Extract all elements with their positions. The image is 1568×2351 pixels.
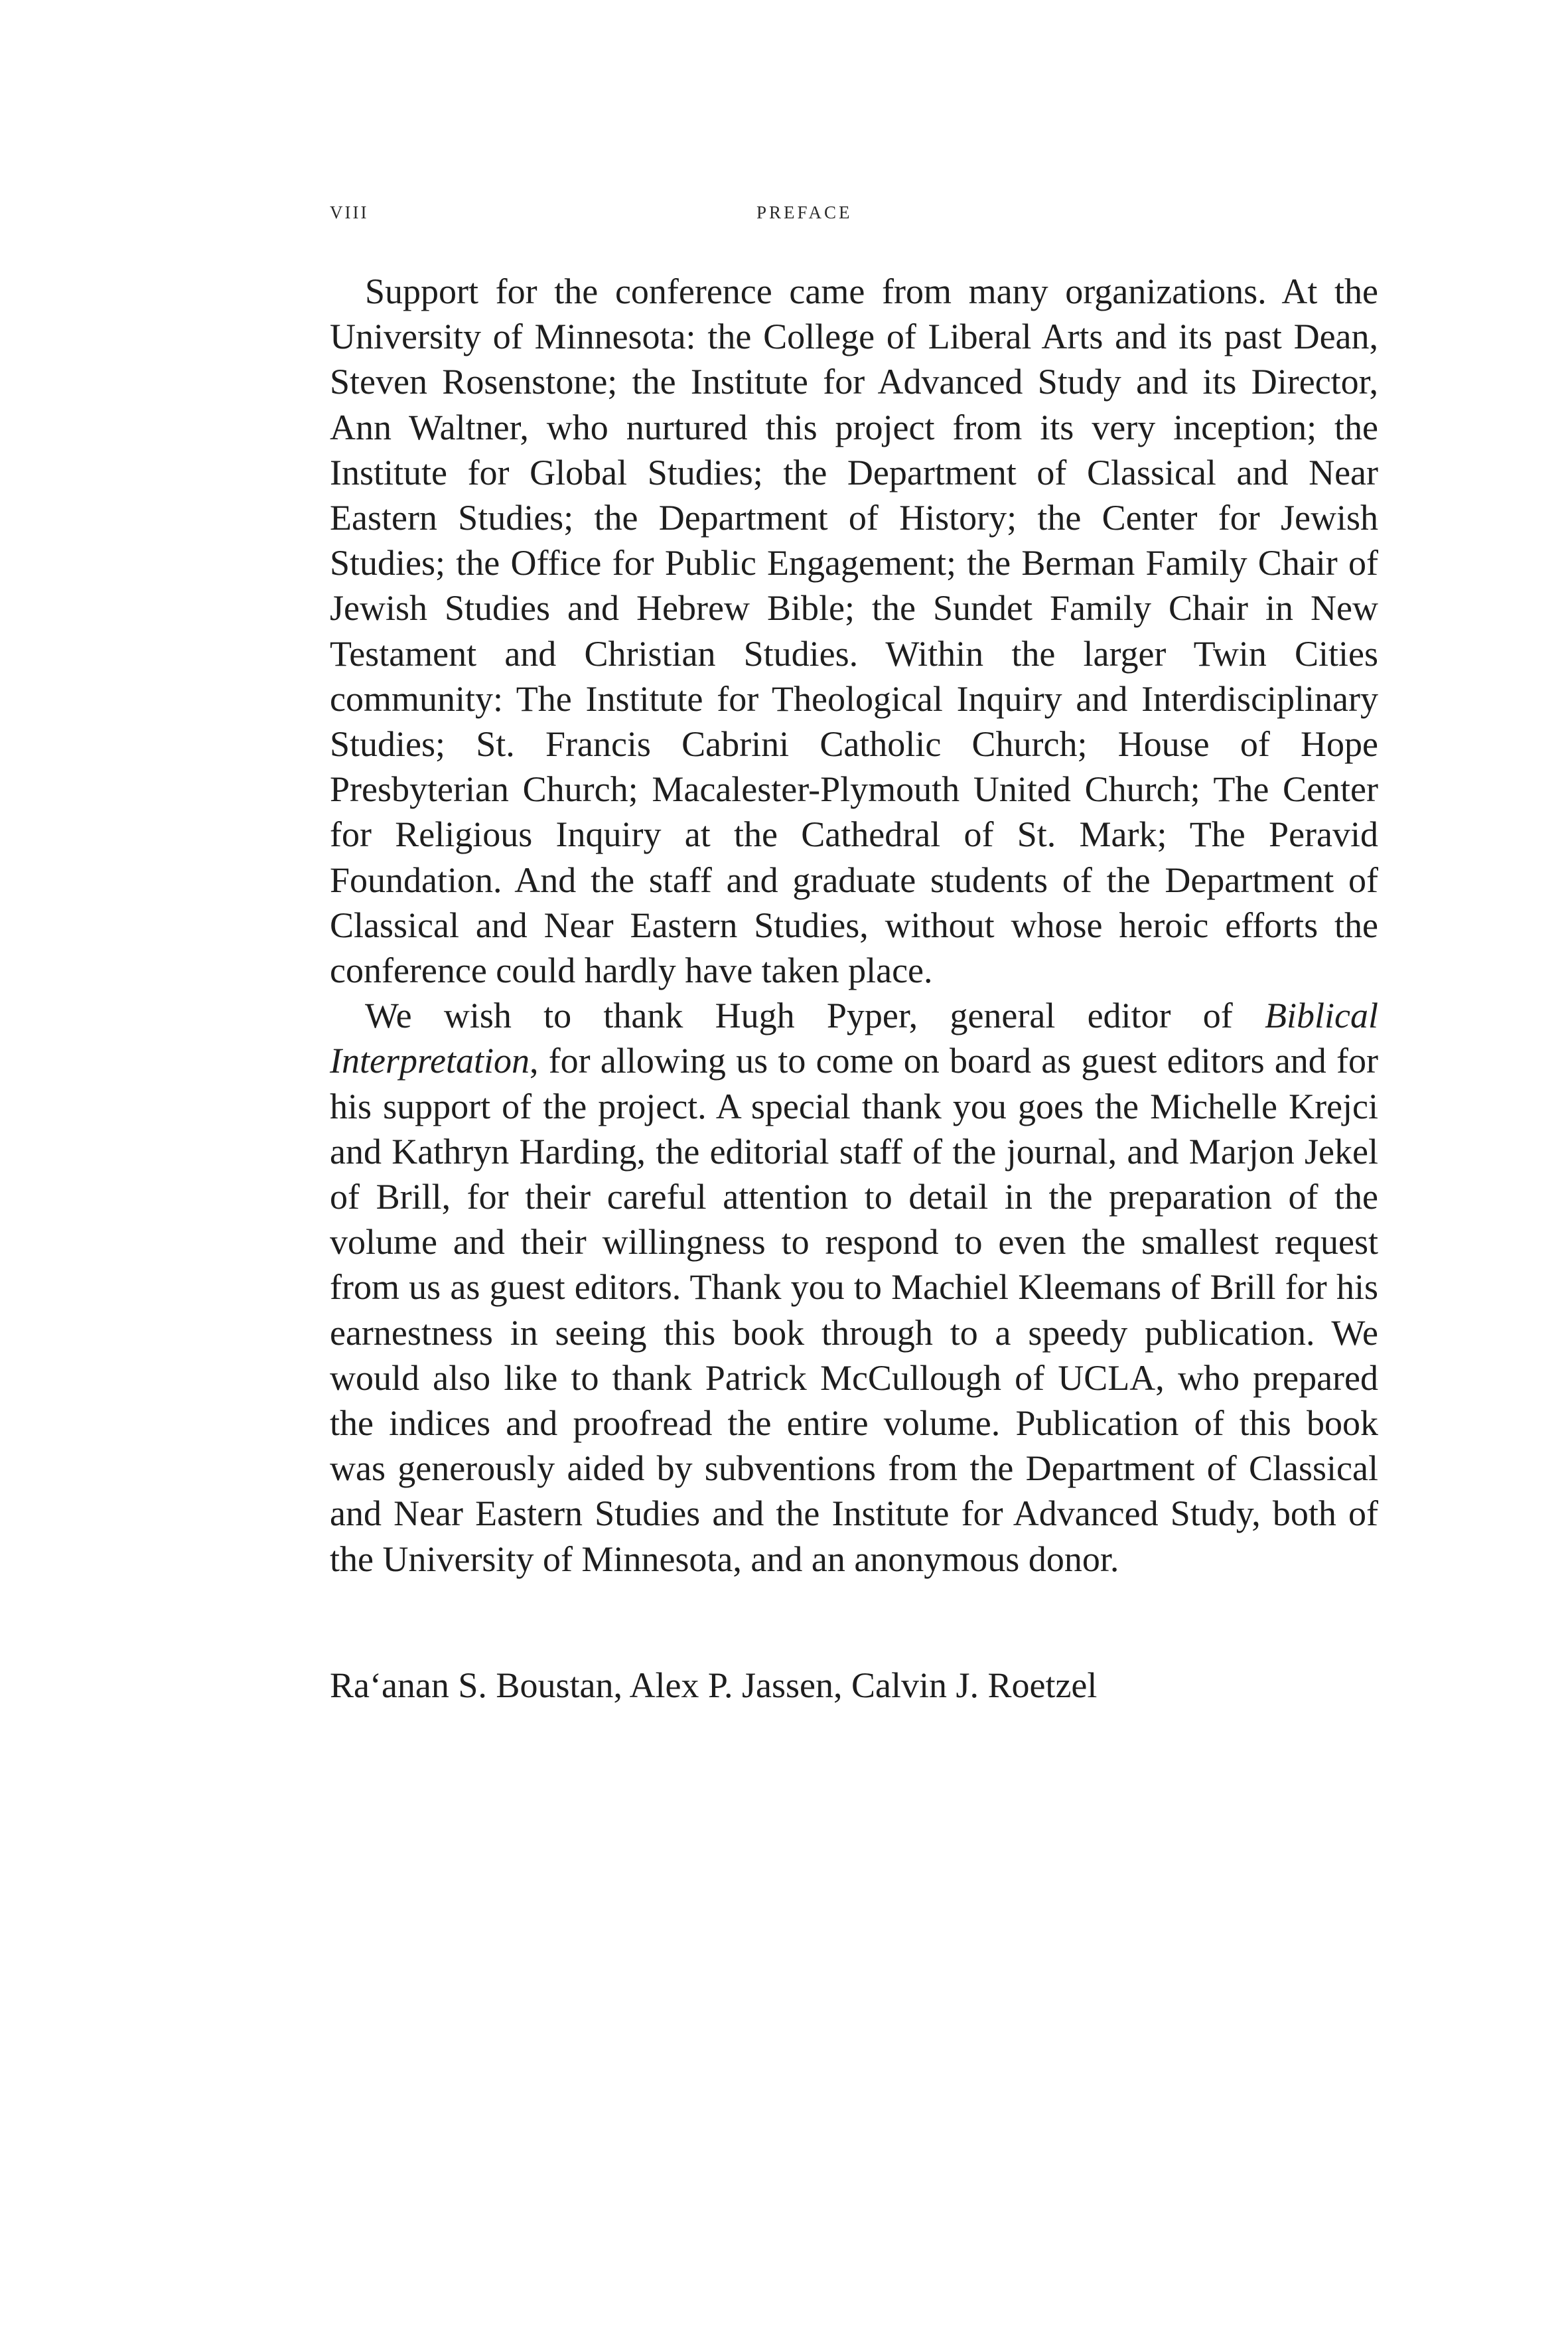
preface-body: [330, 269, 1378, 1582]
journal-title: Biblical Interpretation: [330, 996, 1378, 1081]
thanks-text: , for allowing us to come on board as guest editors and for his support of the project. A special thank you goes the Michelle Krejci and Kathryn Harding, the editorial staff of the journal, and Marjon Jekel of Brill, for their careful attention to detail in the preparation of the volume and their willingness to respond to even the smallest request from us as guest editors. Thank you to Machiel Kleemans of Brill for his earnestness in seeing this book through to a speedy publication. We would also like to thank Patrick McCullough of UCLA, who prepared the indices and proofread the entire volume. Publication of this book was generously aided by subventions from the Department of Classical and Near Eastern Studies and the Institute for Advanced Study, both of the University of Minnesota, and an anonymous donor.: [330, 1041, 1378, 1579]
editor-signature: Ra‘anan S. Boustan, Alex P. Jassen, Calvin J. Roetzel: [330, 1665, 1098, 1705]
running-head: [330, 202, 1378, 236]
running-title: PREFACE: [756, 202, 853, 222]
page-number: VIII: [330, 202, 369, 222]
paragraph-thanks: [330, 993, 1378, 1582]
paragraph-support: Support for the conference came from many organizations. At the University of Minnesota: the College of Liberal Arts and its past Dean, Steven Rosenstone; the Institute for Advanced Study and its Director, Ann Waltner, who nurtured this project from its very inception; the Institute for Global Studies; the Department of Classical and Near Eastern Studies; the Department of History; the Center for Jewish Studies; the Office for Public Engagement; the Berman Family Chair of Jewish Studies and Hebrew Bible; the Sundet Family Chair in New Testament and Christian Studies. Within the larger Twin Cities community: The Institute for Theological Inquiry and Interdisciplinary Studies; St. Francis Cabrini Catholic Church; House of Hope Presbyterian Church; Macalester-Plymouth United Church; The Center for Religious Inquiry at the Cathedral of St. Mark; The Peravid Foundation. And the staff and graduate students of the Department of Classical and Near Eastern Studies, without whose heroic efforts the conference could hardly have taken place.: [330, 271, 1378, 991]
thanks-intro: We wish to thank Hugh Pyper, general editor of: [365, 996, 1265, 1036]
